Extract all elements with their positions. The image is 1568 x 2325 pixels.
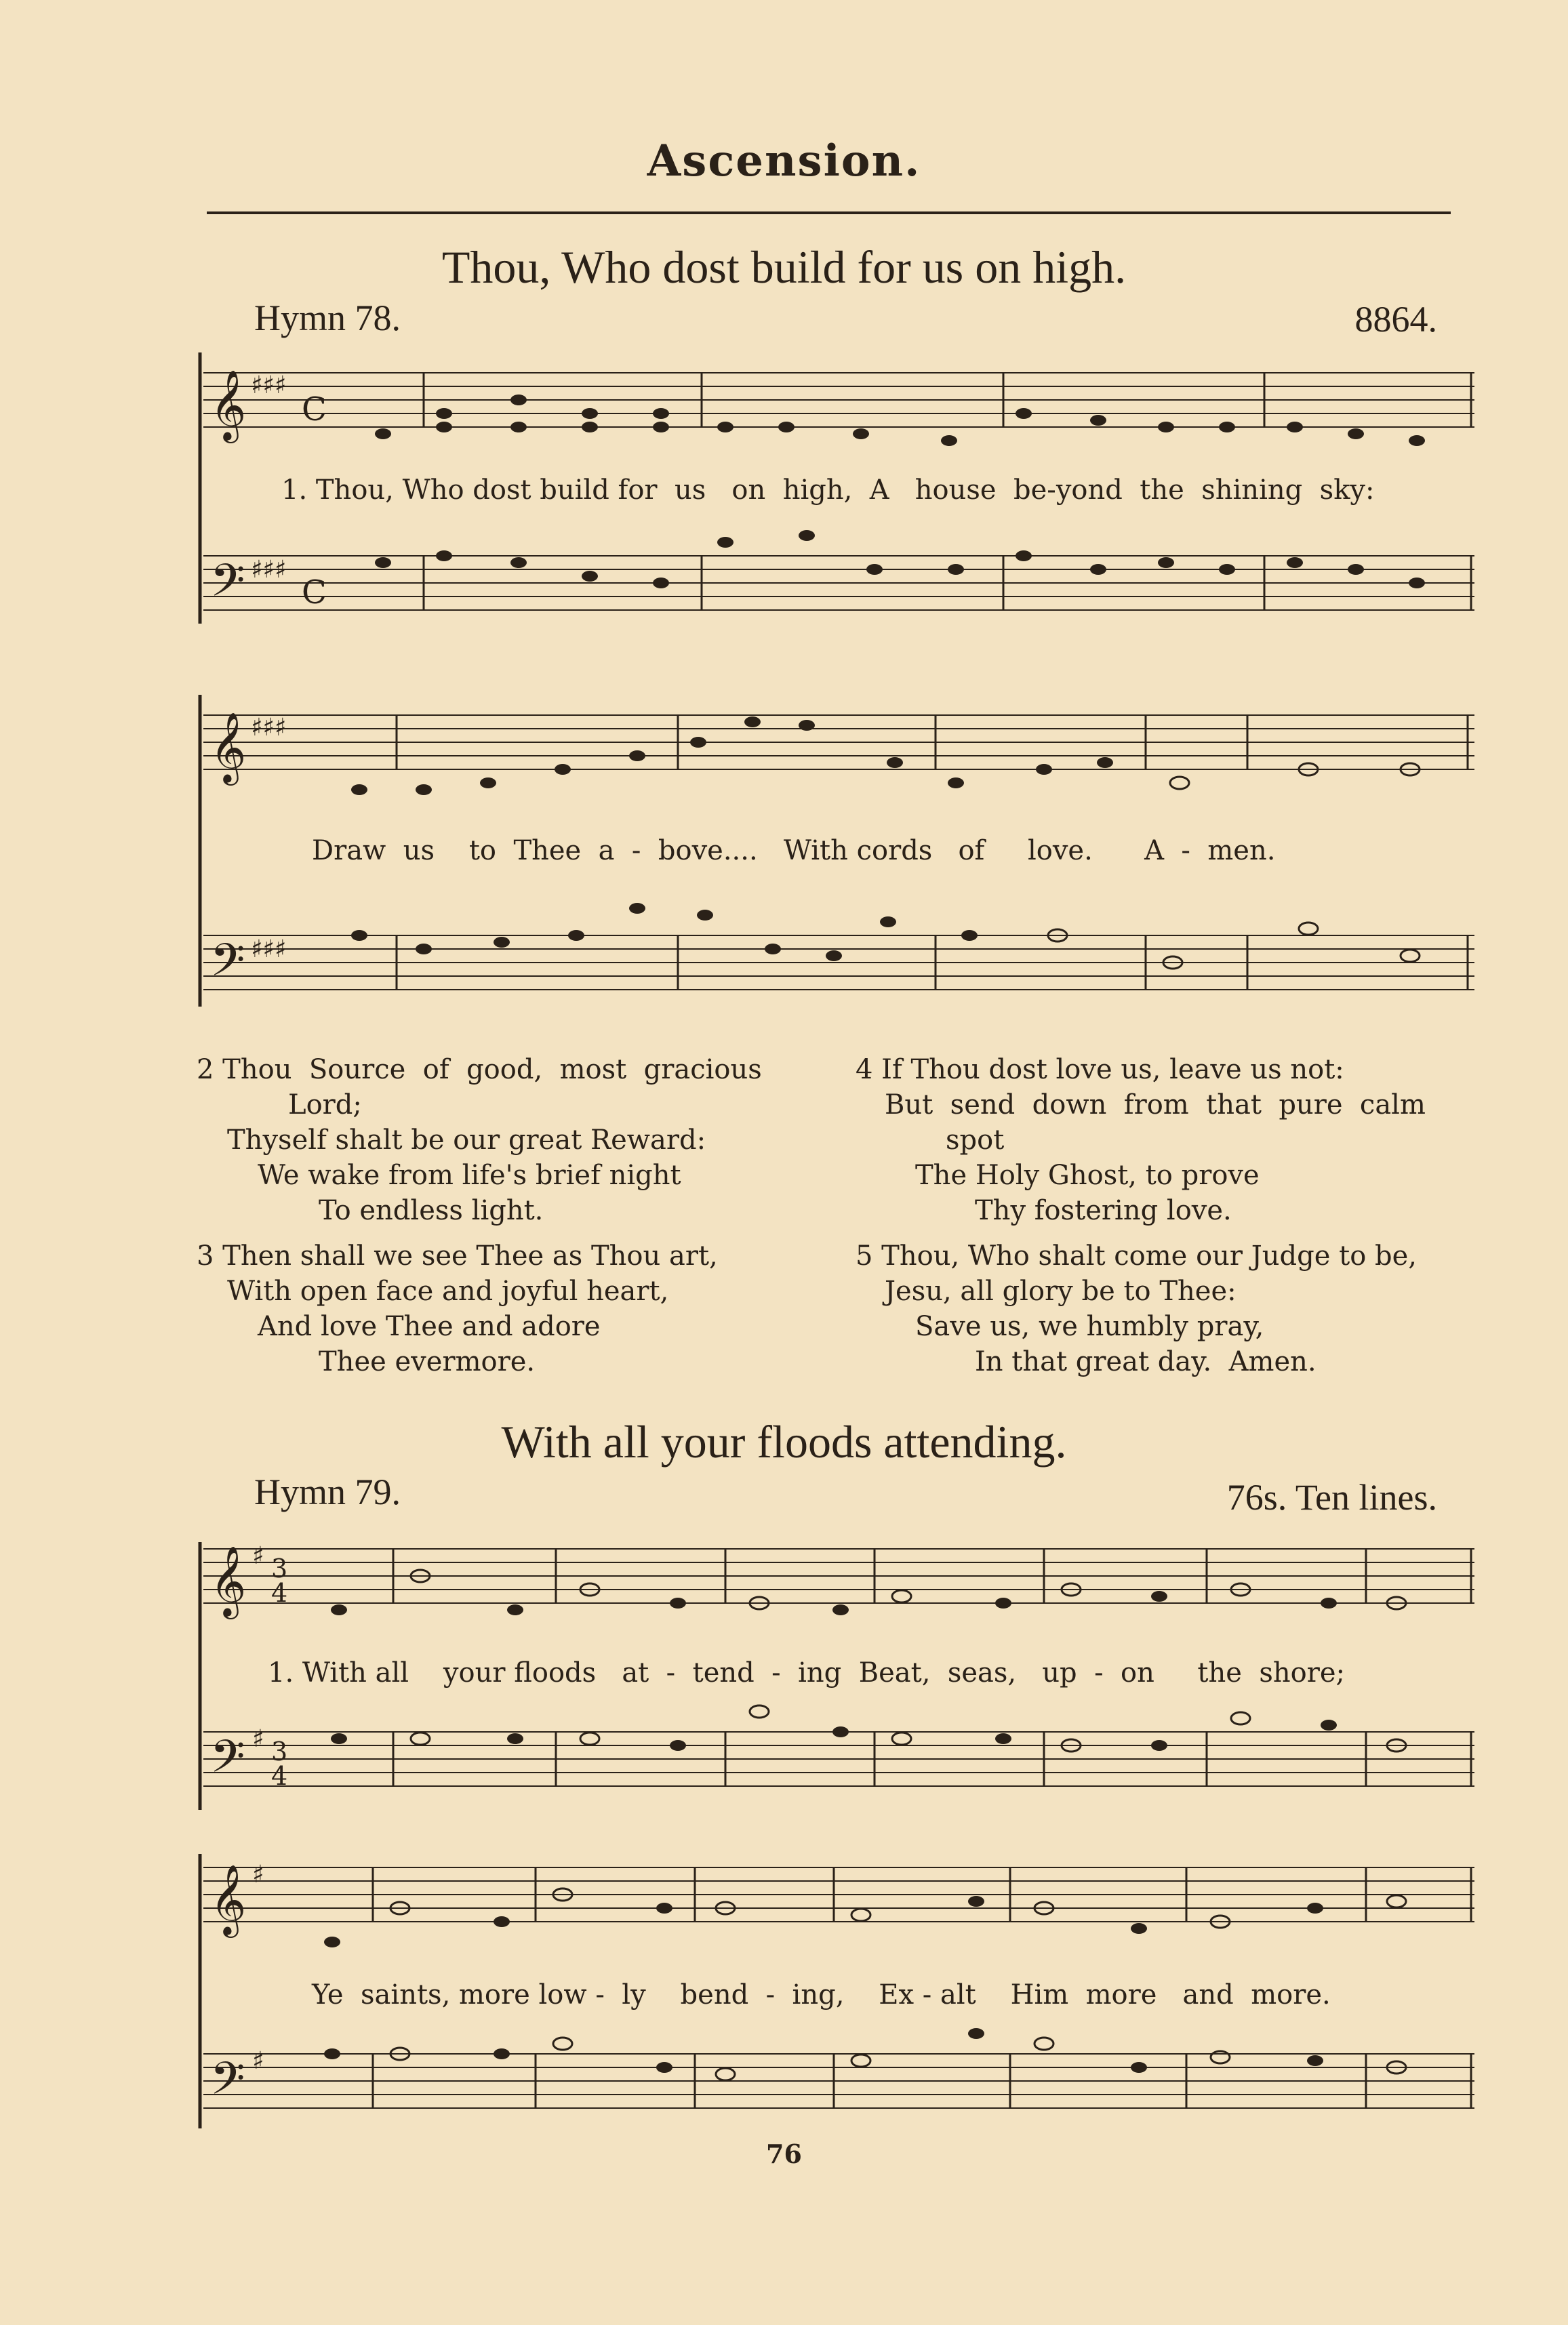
verse-line: spot (946, 1125, 1005, 1156)
treble-clef-icon: 𝄞 (210, 369, 247, 441)
bass-staff (203, 556, 1474, 610)
hymn-79-system-1 (0, 1529, 1568, 2139)
treble-clef-icon: 𝄞 (210, 712, 247, 783)
verse-line: The Holy Ghost, to prove (915, 1160, 1260, 1191)
verse-line: 5 Thou, Who shalt come our Judge to be, (856, 1240, 1418, 1272)
key-signature-bass: ♯♯♯ (251, 556, 287, 584)
hymn-78-system-1 (0, 339, 1568, 1017)
verse-line: In that great day. Amen. (975, 1346, 1316, 1377)
verse-line: Thy fostering love. (975, 1195, 1232, 1226)
time-signature: 3 (271, 1737, 288, 1766)
verse-line: Save us, we humbly pray, (915, 1311, 1264, 1342)
verse-line: To endless light. (319, 1195, 544, 1226)
page-number: 76 (766, 2139, 802, 2169)
hymn-79-lyric-line-2: Ye saints, more low - ly bend - ing, Ex - alt Him more and more. (312, 1979, 1331, 2010)
time-signature: 3 (271, 1554, 288, 1583)
key-signature: ♯ (252, 1861, 264, 1888)
key-signature: ♯♯♯ (251, 371, 287, 399)
hymn-78-title: Thou, Who dost build for us on high. (441, 241, 1127, 293)
treble-clef-icon: 𝄞 (210, 1545, 247, 1617)
hymn-79-number: Hymn 79. (254, 1472, 401, 1512)
bass-clef-icon: 𝄢 (210, 934, 245, 997)
time-signature: 4 (271, 1761, 288, 1791)
key-signature-bass: ♯♯♯ (251, 935, 287, 963)
verse-line: 2 Thou Source of good, most gracious (197, 1054, 762, 1085)
bass-staff-2 (203, 2054, 1474, 2108)
key-signature: ♯♯♯ (251, 714, 287, 742)
verse-line: Lord; (288, 1089, 362, 1120)
bass-staff-2 (203, 935, 1474, 990)
section-header: Ascension. (647, 136, 921, 186)
verse-line: Thee evermore. (319, 1346, 536, 1377)
treble-staff (203, 373, 1474, 427)
hymn-79-lyric-line-1: 1. With all your floods at - tend - ing Beat, seas, up - on the shore; (268, 1657, 1346, 1689)
bass-notes (331, 1705, 1406, 1752)
time-signature: 4 (271, 1578, 288, 1608)
hymn-78-lyric-line-1: 1. Thou, Who dost build for us on high, A house be-yond the shining sky: (281, 474, 1375, 506)
time-signature: C (302, 390, 327, 428)
header-rule (207, 211, 1451, 214)
verse-line: Jesu, all glory be to Thee: (885, 1276, 1237, 1307)
key-signature-bass: ♯ (252, 1725, 264, 1753)
key-signature-bass: ♯ (252, 2047, 264, 2075)
verse-line: Thyself shalt be our great Reward: (227, 1125, 706, 1156)
hymn-79-title: With all your floods attending. (501, 1416, 1067, 1468)
verse-line: We wake from life's brief night (258, 1160, 681, 1191)
hymn-78-lyric-line-2: Draw us to Thee a - bove.... With cords of love. A - men. (312, 835, 1276, 866)
treble-notes-2 (324, 1888, 1406, 1947)
bass-notes (375, 530, 1425, 588)
key-signature: ♯ (252, 1542, 264, 1570)
bass-clef-icon: 𝄢 (210, 554, 245, 618)
treble-notes (375, 395, 1425, 446)
verse-line: 3 Then shall we see Thee as Thou art, (197, 1240, 718, 1272)
bass-clef-icon: 𝄢 (210, 2053, 245, 2116)
verse-line: But send down from that pure calm (885, 1089, 1426, 1120)
verse-line: 4 If Thou dost love us, leave us not: (856, 1054, 1344, 1085)
hymn-78-meter: 8864. (1354, 299, 1437, 340)
verse-line: And love Thee and adore (258, 1311, 601, 1342)
verse-line: With open face and joyful heart, (227, 1276, 669, 1307)
hymn-78-number: Hymn 78. (254, 298, 401, 338)
treble-notes (331, 1570, 1406, 1615)
bass-clef-icon: 𝄢 (210, 1731, 245, 1794)
treble-staff-2 (203, 715, 1474, 769)
hymn-79-meter: 76s. Ten lines. (1226, 1477, 1437, 1518)
time-signature-bass: C (302, 573, 327, 611)
treble-clef-icon: 𝄞 (210, 1864, 247, 1935)
